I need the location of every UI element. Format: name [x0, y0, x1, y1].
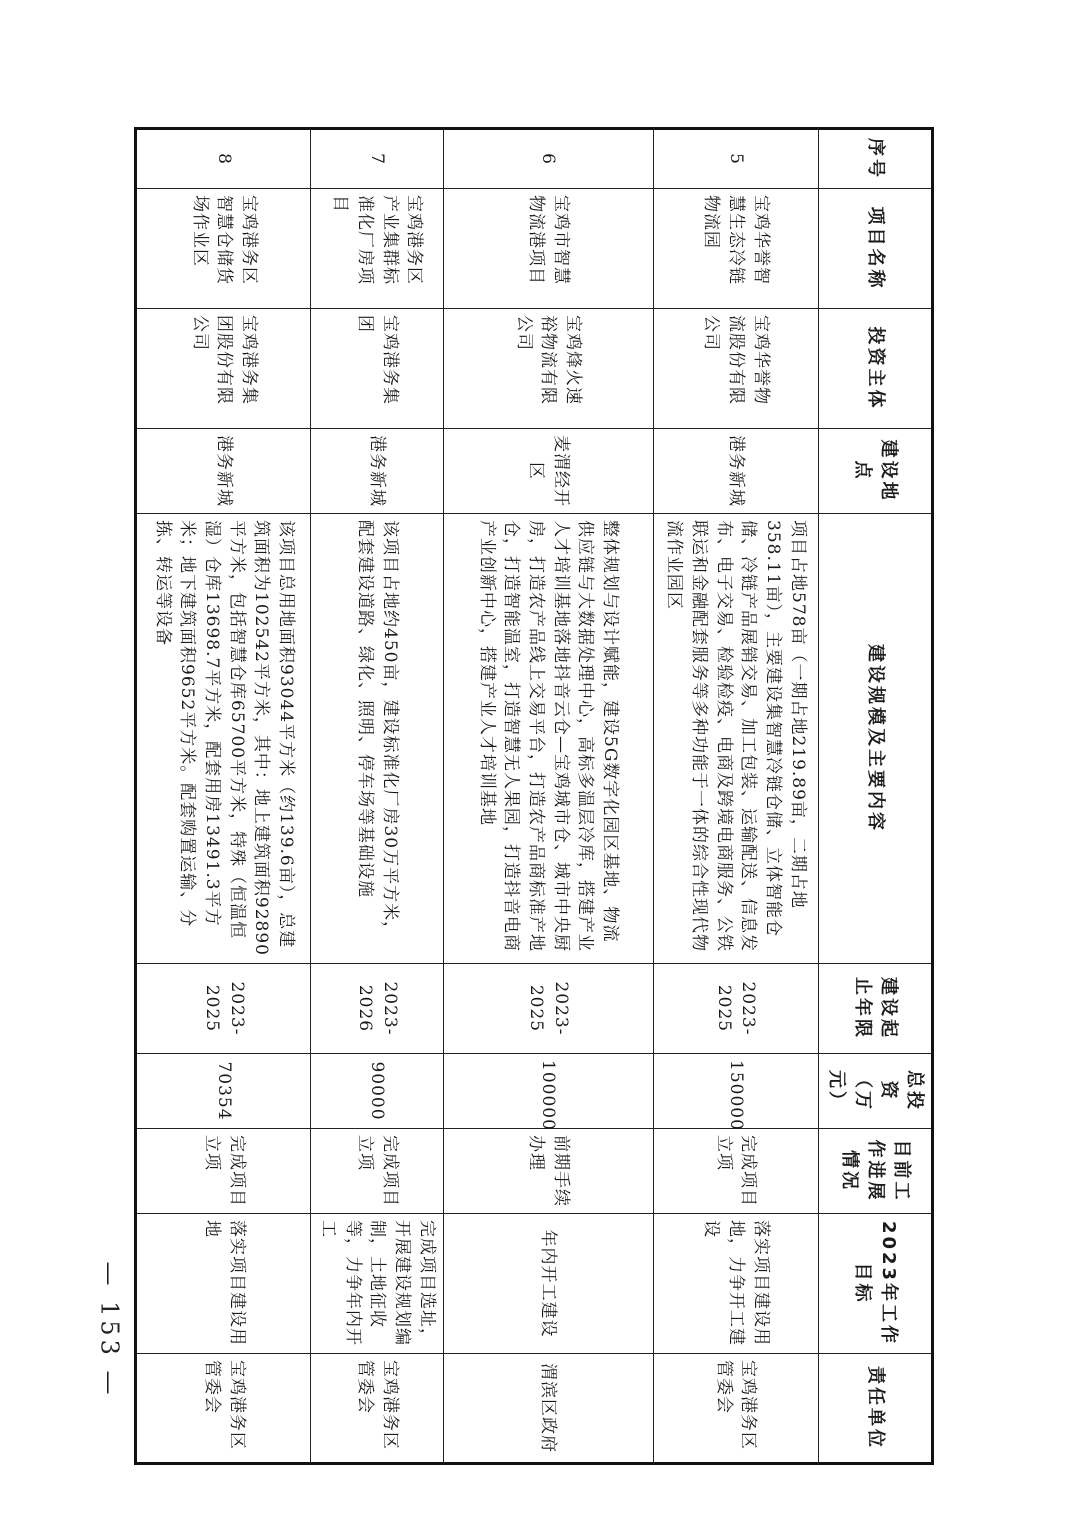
row-no: 7	[311, 129, 443, 189]
row-progress: 完成项目立项	[311, 1129, 443, 1214]
row-unit: 宝鸡港务区管委会	[136, 1354, 311, 1464]
header-progress: 目前工作进展情况	[818, 1129, 932, 1214]
header-name: 项目名称	[818, 189, 932, 309]
row-goal: 年内开工建设	[443, 1214, 653, 1354]
row-investor: 宝鸡港务集团股份有限公司	[136, 309, 311, 429]
row-name: 宝鸡港务区智慧仓储货场作业区	[136, 189, 311, 309]
row-goal: 落实项目建设用地，力争开工建设	[653, 1214, 818, 1354]
row-location: 港务新城	[311, 429, 443, 514]
header-content: 建设规模及主要内容	[818, 514, 932, 964]
row-period: 2023-2025	[136, 964, 311, 1054]
header-goal: 2023年工作目标	[818, 1214, 932, 1354]
row-content: 该项目占地约450亩，建设标准化厂房30万平方米，配套建设道路、绿化、照明、停车场等基础设施	[311, 514, 443, 964]
row-investment: 150000	[653, 1054, 818, 1129]
header-investment: 总投资（万元）	[818, 1054, 932, 1129]
table-rotated-wrapper	[152, 127, 934, 1453]
row-goal: 落实项目建设用地	[136, 1214, 311, 1354]
row-no: 6	[443, 129, 653, 189]
row-unit: 渭滨区政府	[443, 1354, 653, 1464]
table-row	[443, 129, 653, 1464]
row-name: 宝鸡华誉智慧生态冷链物流园	[653, 189, 818, 309]
row-name: 宝鸡市智慧物流港项目	[443, 189, 653, 309]
row-investment: 70354	[136, 1054, 311, 1129]
header-no: 序号	[818, 129, 932, 189]
project-table	[134, 127, 934, 1465]
row-progress: 完成项目立项	[136, 1129, 311, 1214]
page-number	[90, 1250, 130, 1410]
table-header-row	[818, 129, 932, 1464]
row-progress: 前期手续办理	[443, 1129, 653, 1214]
row-content: 该项目总用地面积93044平方米（约139.6亩），总建筑面积为102542平方米，其中：地上建筑面积92890平方米，包括智慧仓库65700平方米，特殊（恒温恒湿）仓库13698.7平方米，配套用房13491.3平方米；地下建筑面积9652平方米。配套购置运输、分拣、转运等设备	[136, 514, 311, 964]
table-row	[653, 129, 818, 1464]
header-period: 建设起止年限	[818, 964, 932, 1054]
row-period: 2023-2025	[443, 964, 653, 1054]
row-unit: 宝鸡港务区管委会	[311, 1354, 443, 1464]
row-investor: 宝鸡烽火速裕物流有限公司	[443, 309, 653, 429]
row-no: 8	[136, 129, 311, 189]
header-investor: 投资主体	[818, 309, 932, 429]
table-row	[136, 129, 311, 1464]
row-content: 项目占地578亩（一期占地219.89亩，二期占地358.11亩），主要建设集智慧冷链仓储、立体智能仓储、冷链产品展销交易、加工包装、运输配送、信息发布、电子交易、检验检疫、电商及跨境电商服务、公铁联运和金融配套服务等多种功能于一体的综合性现代物流作业园区	[653, 514, 818, 964]
page-number-text: — 153 —	[96, 1261, 125, 1399]
row-goal: 完成项目选址，开展建设规划编制，土地征收等，力争年内开工	[311, 1214, 443, 1354]
row-period: 2023-2025	[653, 964, 818, 1054]
row-location: 港务新城	[653, 429, 818, 514]
row-unit: 宝鸡港务区管委会	[653, 1354, 818, 1464]
row-investment: 90000	[311, 1054, 443, 1129]
row-no: 5	[653, 129, 818, 189]
row-content: 整体规划与设计赋能，建设5G数字化园区基地、物流供应链与大数据处理中心，高标多温层冷库，搭建产业人才培训基地落地抖音云仓—宝鸡城市仓、城市中央厨房，打造农产品线上交易平台，打造农产品商标准产地仓，打造智能温室，打造智慧无人果园，打造抖音电商产业创新中心，搭建产业人才培训基地	[443, 514, 653, 964]
row-investment: 100000	[443, 1054, 653, 1129]
row-location: 麦渭经开区	[443, 429, 653, 514]
row-investor: 宝鸡华誉物流股份有限公司	[653, 309, 818, 429]
row-progress: 完成项目立项	[653, 1129, 818, 1214]
header-location: 建设地点	[818, 429, 932, 514]
header-unit: 责任单位	[818, 1354, 932, 1464]
table-row	[311, 129, 443, 1464]
row-investor: 宝鸡港务集团	[311, 309, 443, 429]
row-location: 港务新城	[136, 429, 311, 514]
row-name: 宝鸡港务区产业集群标准化厂房项目	[311, 189, 443, 309]
row-period: 2023-2026	[311, 964, 443, 1054]
